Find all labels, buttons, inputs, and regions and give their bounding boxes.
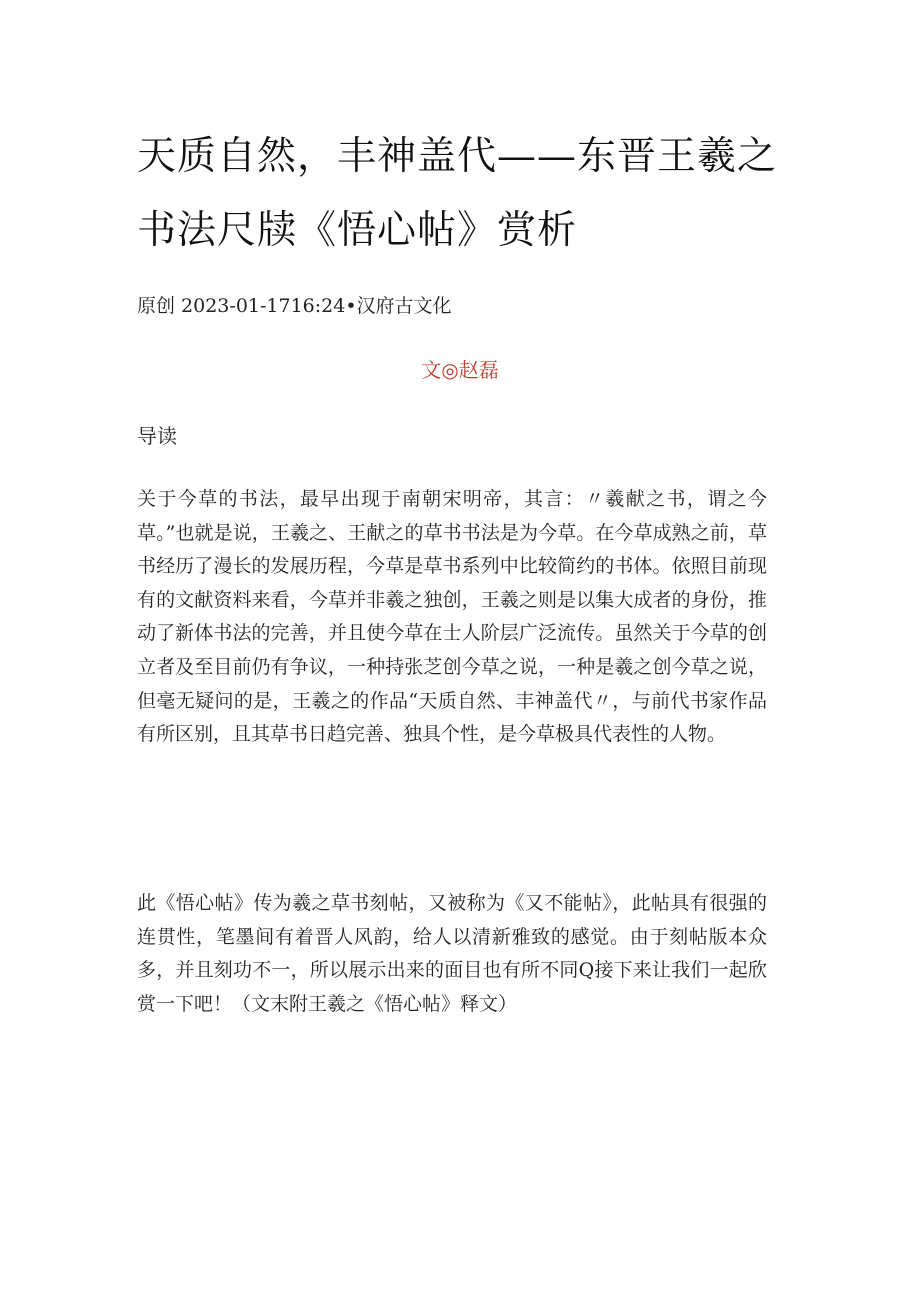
paragraph-wuxin-tie: 此《悟心帖》传为羲之草书刻帖，又被称为《又不能帖》，此帖具有很强的连贯性，笔墨间有着晋人风韵，给人以清新雅致的感觉。由于刻帖版本众多，并且刻功不一，所以展示出来的面目也有所不同Q接下来让我们一起欣赏一下吧！（文末附王羲之《悟心帖》释文） (137, 892, 767, 1015)
section-heading: 导读 (137, 424, 177, 448)
article-meta: 原创 2023-01-1716:24•汉府古文化 (137, 295, 452, 317)
paragraph-intro: 关于今草的书法，最早出现于南朝宋明帝，其言：〃羲献之书，谓之今草。”也就是说，王羲之、王献之的草书书法是为今草。在今草成熟之前，草书经历了漫长的发展历程，今草是草书系列中比较简约的书体。依照目前现有的文献资料来看，今草并非羲之独创，王羲之则是以集大成者的身份，推动了新体书法的完善，并且使今草在士人阶层广泛流传。虽然关于今草的创立者及至目前仍有争议，一种持张芝创今草之说，一种是羲之创今草之说，但毫无疑问的是，王羲之的作品“天质自然、丰神盖代〃，与前代书家作品有所区别，且其草书日趋完善、独具个性，是今草极具代表性的人物。 (137, 488, 767, 746)
article-title: 天质自然，丰神盖代——东晋王羲之书法尺牍《悟心帖》赏析 (137, 134, 778, 253)
article-author: 文◎赵磊 (421, 358, 499, 382)
